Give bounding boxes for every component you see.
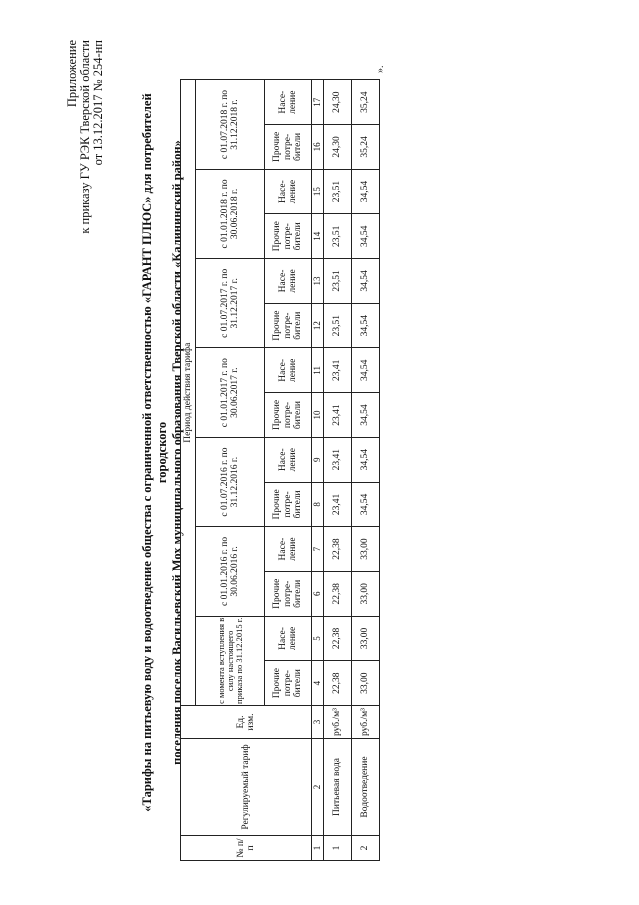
subheader-population: Насе- ление xyxy=(265,348,312,393)
subheader-population: Насе- ление xyxy=(265,616,312,661)
header-number: № п/п xyxy=(181,836,312,861)
subheader-population: Насе- ление xyxy=(265,527,312,572)
column-number: 12 xyxy=(312,303,324,348)
tariff-value: 23,41 xyxy=(323,482,351,527)
appendix-label: Приложение xyxy=(65,40,79,108)
period-header: с 01.07.2016 г. по 31.12.2016 г. xyxy=(196,437,265,526)
tariff-value: 35,24 xyxy=(351,125,379,170)
closing-quote: ». xyxy=(375,65,386,73)
header-tariff: Регулируемый тариф xyxy=(181,739,312,836)
table-row-drinking-water xyxy=(323,80,351,861)
subheader-population: Насе- ление xyxy=(265,259,312,304)
column-number: 5 xyxy=(312,616,324,661)
tariff-value: 23,51 xyxy=(323,303,351,348)
column-number: 15 xyxy=(312,169,324,214)
subheader-other-consumers: Прочие потре- бители xyxy=(265,214,312,259)
tariff-value: 33,00 xyxy=(351,571,379,616)
column-number: 7 xyxy=(312,527,324,572)
subheader-other-consumers: Прочие потре- бители xyxy=(265,571,312,616)
order-issuer: к приказу ГУ РЭК Тверской области xyxy=(78,40,92,234)
tariff-value: 22,38 xyxy=(323,661,351,706)
column-number: 9 xyxy=(312,437,324,482)
tariff-value: 33,00 xyxy=(351,661,379,706)
period-header: с 01.01.2018 г. по 30.06.2018 г. xyxy=(196,169,265,258)
tariff-value: 24,30 xyxy=(323,125,351,170)
tariff-value: 34,54 xyxy=(351,169,379,214)
tariff-unit: руб./м³ xyxy=(351,706,379,739)
tariff-value: 33,00 xyxy=(351,527,379,572)
tariff-value: 34,54 xyxy=(351,259,379,304)
row-number: 2 xyxy=(351,836,379,861)
tariff-value: 23,41 xyxy=(323,348,351,393)
tariff-table xyxy=(180,79,380,861)
subheader-other-consumers: Прочие потре- бители xyxy=(265,303,312,348)
title-line-2: поселения поселок Васильевский Мох муниципального образования Тверской области «Калининский район» xyxy=(170,140,184,765)
period-header: с 01.01.2016 г. по 30.06.2016 г. xyxy=(196,527,265,616)
header-unit: Ед. изм. xyxy=(181,706,312,739)
column-number: 10 xyxy=(312,393,324,438)
order-reference-header xyxy=(66,40,105,234)
column-number: 2 xyxy=(312,739,324,836)
table-row-wastewater xyxy=(351,80,379,861)
document-title xyxy=(140,80,185,825)
header-period: Период действия тарифа xyxy=(181,80,196,706)
period-header: с момента вступления в силу настоящего приказа по 31.12.2015 г. xyxy=(196,616,265,705)
column-number: 4 xyxy=(312,661,324,706)
column-number: 8 xyxy=(312,482,324,527)
row-number: 1 xyxy=(323,836,351,861)
title-line-1: «Тарифы на питьевую воду и водоотведение общества с ограниченной ответственностью «ГАРАНТ ПЛЮС» для потребителей городского xyxy=(140,93,169,812)
column-number-row xyxy=(312,80,324,861)
period-header: с 01.01.2017 г. по 30.06.2017 г. xyxy=(196,348,265,437)
subheader-other-consumers: Прочие потре- бители xyxy=(265,482,312,527)
order-date-number: от 13.12.2017 № 254-нп xyxy=(91,40,105,166)
tariff-unit: руб./м³ xyxy=(323,706,351,739)
tariff-value: 23,41 xyxy=(323,393,351,438)
column-number: 1 xyxy=(312,836,324,861)
column-number: 3 xyxy=(312,706,324,739)
tariff-value: 34,54 xyxy=(351,348,379,393)
tariff-value: 22,38 xyxy=(323,571,351,616)
column-number: 14 xyxy=(312,214,324,259)
tariff-value: 34,54 xyxy=(351,303,379,348)
tariff-value: 34,54 xyxy=(351,437,379,482)
tariff-value: 34,54 xyxy=(351,482,379,527)
tariff-value: 23,51 xyxy=(323,259,351,304)
period-header: с 01.07.2017 г. по 31.12.2017 г. xyxy=(196,259,265,348)
tariff-name: Водоотведение xyxy=(351,739,379,836)
tariff-value: 34,54 xyxy=(351,393,379,438)
subheader-population: Насе- ление xyxy=(265,437,312,482)
tariff-value: 23,41 xyxy=(323,437,351,482)
column-number: 13 xyxy=(312,259,324,304)
tariff-value: 23,51 xyxy=(323,214,351,259)
tariff-value: 33,00 xyxy=(351,616,379,661)
subheader-other-consumers: Прочие потре- бители xyxy=(265,661,312,706)
subheader-population: Насе- ление xyxy=(265,80,312,125)
subheader-other-consumers: Прочие потре- бители xyxy=(265,125,312,170)
tariff-value: 23,51 xyxy=(323,169,351,214)
tariff-value: 22,38 xyxy=(323,527,351,572)
tariff-name: Питьевая вода xyxy=(323,739,351,836)
subheader-other-consumers: Прочие потре- бители xyxy=(265,393,312,438)
tariff-value: 22,38 xyxy=(323,616,351,661)
tariff-value: 24,30 xyxy=(323,80,351,125)
subheader-population: Насе- ление xyxy=(265,169,312,214)
tariff-value: 34,54 xyxy=(351,214,379,259)
tariff-value: 35,24 xyxy=(351,80,379,125)
column-number: 6 xyxy=(312,571,324,616)
column-number: 16 xyxy=(312,125,324,170)
column-number: 17 xyxy=(312,80,324,125)
column-number: 11 xyxy=(312,348,324,393)
period-header: с 01.07.2018 г. по 31.12.2018 г. xyxy=(196,80,265,169)
